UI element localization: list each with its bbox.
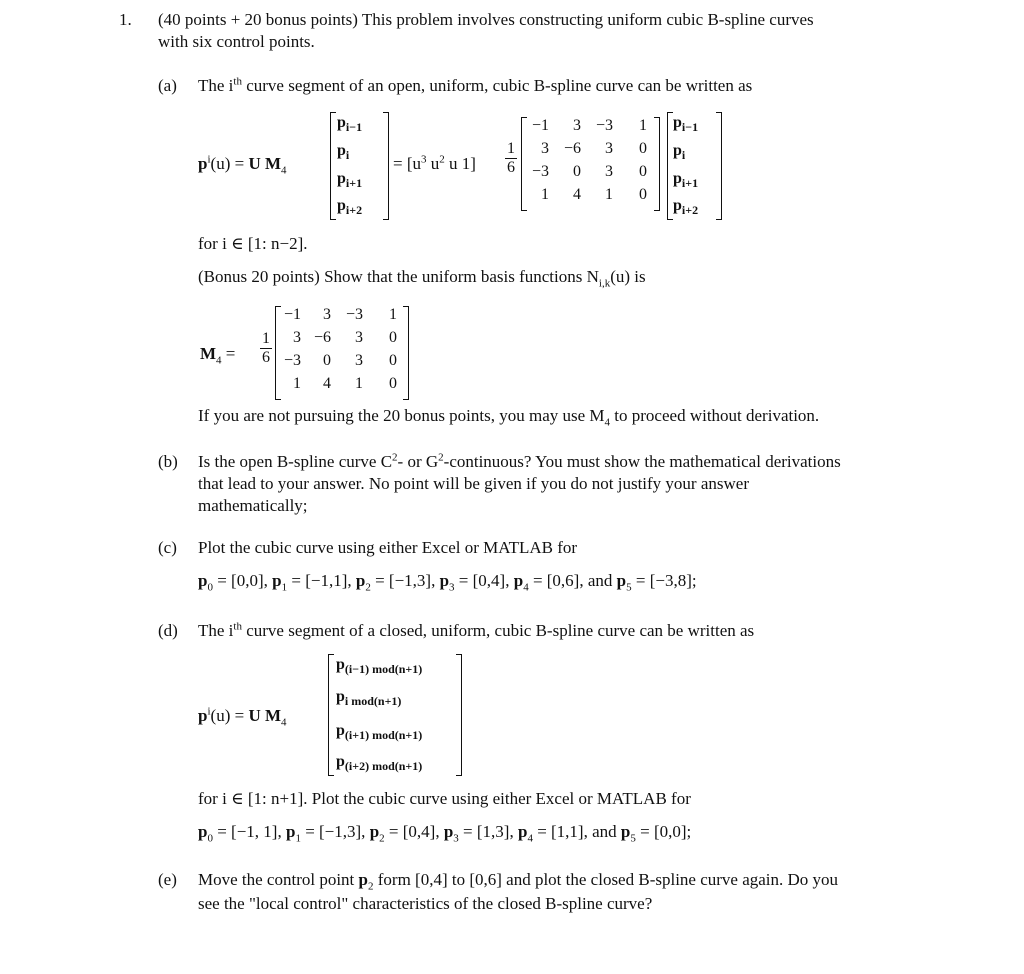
part-b-label: (b)	[158, 452, 178, 471]
matrix-cell: 3	[323, 306, 331, 323]
part-a-text: The $i^{th}$ curve segment of an open, uniform, cubic B-spline curve can be written as	[198, 75, 753, 95]
control-point: $p_2 = [0,4]$,	[369, 822, 444, 845]
matrix-right-bracket	[654, 117, 660, 211]
vector-entry: $p_{(i-1) mod(n+1)}$	[336, 656, 423, 677]
part-e-label: (e)	[158, 870, 177, 889]
vector-entry: $p_{i+1}$	[673, 170, 699, 191]
matrix-cell: 0	[389, 329, 397, 346]
matrix-cell: 3	[541, 140, 549, 157]
matrix-cell: 1	[389, 306, 397, 323]
part-c-text: Plot the cubic curve using either Excel or MATLAB for	[198, 538, 578, 557]
vector-entry: $p_{i+2}$	[673, 197, 699, 218]
matrix-cell: −3	[345, 306, 363, 323]
control-point: $p_0 = [-1$, 1],	[198, 822, 286, 845]
matrix-cell: −1	[531, 117, 549, 134]
part-a-equals: = [$u^3$ $u^2$ u 1]	[393, 153, 476, 173]
control-point: $p_4 = [1,1]$, and	[517, 822, 621, 845]
part-a-skip-note: If you are not pursuing the 20 bonus points, you may use $M_4$ to proceed without derivation.	[198, 406, 820, 429]
part-a-label: (a)	[158, 76, 177, 95]
part-a-bonus: (Bonus 20 points) Show that the uniform basis functions $N_{i,k}(u)$ is	[198, 267, 646, 290]
part-c-label: (c)	[158, 538, 177, 557]
part-e-line2: see the "local control" characteristics of the closed B-spline curve?	[198, 894, 653, 913]
matrix-cell: −1	[283, 306, 301, 323]
control-point: $p_1 = [-1,1]$,	[272, 571, 356, 594]
vector-entry: $p_{i-1}$	[673, 114, 699, 135]
part-a-range: for i ∈ [1: n−2].	[198, 234, 308, 253]
matrix-cell: 0	[639, 163, 647, 180]
part-a-lhs: $p^i(u) = U$ $M_4$	[198, 153, 287, 177]
matrix-right-bracket	[403, 306, 409, 400]
vector-entry: $p_{i+2}$	[337, 197, 363, 218]
vector-entry: $p_{i mod(n+1)}$	[336, 688, 402, 709]
part-b-line1: Is the open B-spline curve $C^2-$ or $G^2$-continuous? You must show the mathematical derivations	[198, 451, 841, 471]
matrix-cell: 0	[639, 140, 647, 157]
matrix-cell: 4	[323, 375, 331, 392]
control-point: $p_1 = [-1,3]$,	[285, 822, 370, 845]
control-point: $p_3 = [1,3]$,	[443, 822, 518, 845]
matrix-cell: 3	[293, 329, 301, 346]
part-d-text: The $i^{th}$ curve segment of a closed, uniform, cubic B-spline curve can be written as	[198, 620, 755, 640]
matrix-cell: 1	[355, 375, 363, 392]
matrix-cell: −6	[563, 140, 581, 157]
matrix-cell: 0	[389, 352, 397, 369]
control-point: $p_4 = [0,6]$, and	[513, 571, 617, 594]
fraction-one-sixth: 1 6	[262, 330, 270, 366]
matrix-cell: 3	[355, 352, 363, 369]
matrix-cell: −3	[283, 352, 301, 369]
matrix-cell: 0	[389, 375, 397, 392]
part-d-label: (d)	[158, 621, 178, 640]
matrix-cell: 3	[355, 329, 363, 346]
matrix-cell: 3	[605, 163, 613, 180]
vector-entry: $p_i$	[337, 142, 350, 163]
matrix-cell: 0	[639, 186, 647, 203]
matrix-cell: 0	[323, 352, 331, 369]
vector-entry: $p_{i-1}$	[337, 114, 363, 135]
problem-intro-line2: with six control points.	[158, 32, 315, 51]
part-d-range: for i ∈ [1: n+1]. Plot the cubic curve using either Excel or MATLAB for	[198, 789, 691, 808]
control-point: $p_2 = [-1,3]$,	[355, 571, 440, 594]
part-d-lhs: $p^i(u) = U$ $M_4$	[198, 705, 287, 729]
part-e-line1: Move the control point $p_2$ form [0,4] to [0,6] and plot the closed B-spline curve again. Do you	[198, 870, 839, 893]
control-point: $p_0 = [0,0]$,	[198, 571, 273, 594]
vector-left-bracket	[330, 112, 336, 220]
fraction-one-sixth: 1 6	[507, 140, 515, 176]
matrix-cell: 0	[573, 163, 581, 180]
matrix-cell: 1	[293, 375, 301, 392]
matrix-cell: −3	[595, 117, 613, 134]
matrix-cell: 1	[639, 117, 647, 134]
part-d-points	[198, 822, 692, 845]
vector-right-bracket	[456, 654, 462, 776]
problem-number: 1.	[119, 10, 132, 29]
part-c-points	[198, 571, 697, 594]
matrix-cell: 3	[573, 117, 581, 134]
matrix-cell: 1	[541, 186, 549, 203]
matrix-cell: 4	[573, 186, 581, 203]
vector-right-bracket	[716, 112, 722, 220]
problem-intro-line1: (40 points + 20 bonus points) This problem involves constructing uniform cubic B-spline curves	[158, 10, 814, 29]
vector-left-bracket	[328, 654, 334, 776]
matrix-cell: 1	[605, 186, 613, 203]
control-point: $p_5 = [0,0]$;	[620, 822, 692, 845]
part-b-line2: that lead to your answer. No point will be given if you do not justify your answer	[198, 474, 749, 493]
part-b-line3: mathematically;	[198, 496, 308, 515]
vector-entry: $p_{i+1}$	[337, 170, 363, 191]
vector-entry: $p_{(i+1) mod(n+1)}$	[336, 722, 423, 743]
matrix-cell: −6	[313, 329, 331, 346]
control-point: $p_5 = [-3,8]$;	[616, 571, 697, 594]
control-point: $p_3 = [0,4]$,	[439, 571, 514, 594]
matrix-cell: 3	[605, 140, 613, 157]
vector-right-bracket	[383, 112, 389, 220]
matrix-cell: −3	[531, 163, 549, 180]
m4-label: $M_4$ =	[200, 344, 236, 367]
vector-entry: $p_{(i+2) mod(n+1)}$	[336, 753, 423, 774]
vector-entry: $p_i$	[673, 142, 686, 163]
